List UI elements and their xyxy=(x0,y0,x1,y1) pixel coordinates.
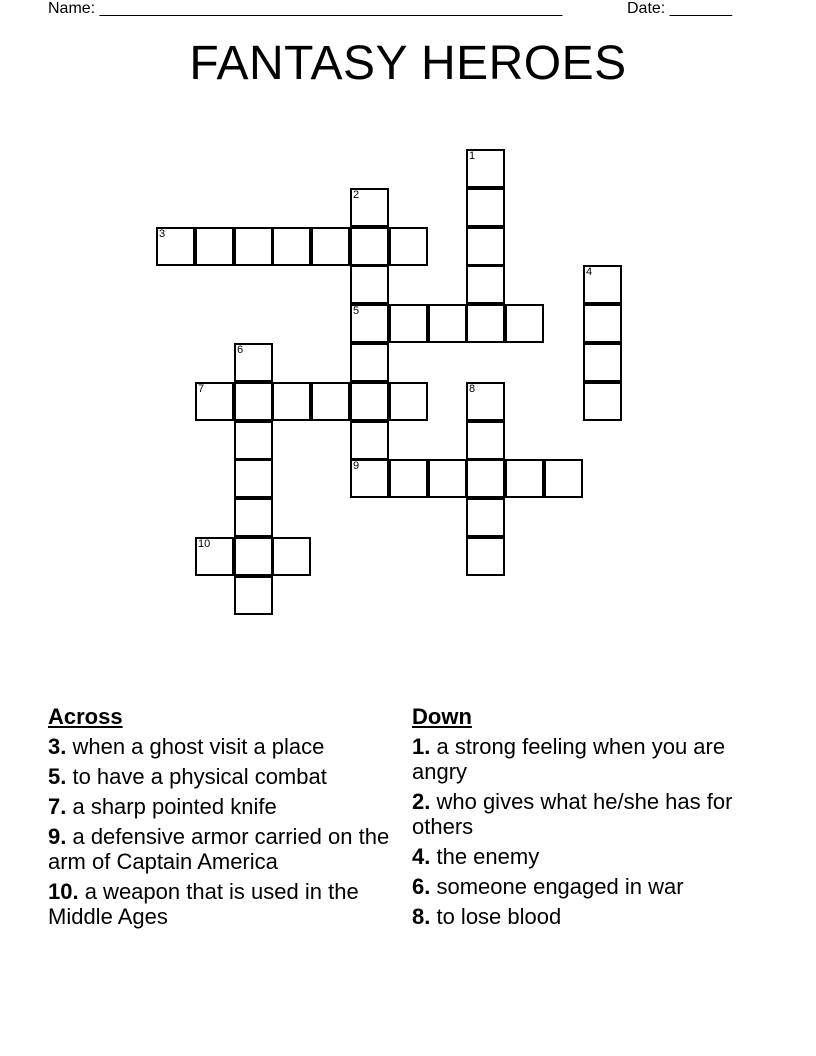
across-clue xyxy=(48,879,398,929)
clue-number: 10. xyxy=(48,879,79,904)
down-clue xyxy=(412,789,752,839)
grid-cell[interactable] xyxy=(350,227,389,266)
grid-cell[interactable] xyxy=(466,459,505,498)
cell-number: 9 xyxy=(353,460,360,472)
grid-cell[interactable] xyxy=(466,304,505,343)
clue-number: 5. xyxy=(48,764,67,789)
grid-cell[interactable] xyxy=(234,382,273,421)
grid-cell[interactable] xyxy=(466,265,505,304)
grid-cell[interactable] xyxy=(234,421,273,460)
grid-cell[interactable] xyxy=(350,265,389,304)
grid-cell[interactable] xyxy=(389,227,428,266)
down-clue xyxy=(412,904,752,929)
clue-text: the enemy xyxy=(430,844,540,869)
clue-text: someone engaged in war xyxy=(430,874,684,899)
cell-number: 7 xyxy=(198,383,205,395)
grid-cell[interactable] xyxy=(466,188,505,227)
grid-cell[interactable] xyxy=(272,537,311,576)
across-clue xyxy=(48,824,398,874)
down-clue xyxy=(412,844,752,869)
grid-cell[interactable] xyxy=(195,382,234,421)
grid-cell[interactable] xyxy=(350,343,389,382)
grid-cell[interactable] xyxy=(466,149,505,188)
cell-number: 3 xyxy=(159,228,166,240)
clue-number: 4. xyxy=(412,844,431,869)
name-line[interactable]: Name: ____________________________________________________ xyxy=(48,0,563,17)
across-clues xyxy=(48,704,398,934)
grid-cell[interactable] xyxy=(505,304,544,343)
across-clue xyxy=(48,794,398,819)
clue-text: to lose blood xyxy=(430,904,562,929)
grid-cell[interactable] xyxy=(544,459,583,498)
grid-cell[interactable] xyxy=(466,227,505,266)
clue-number: 8. xyxy=(412,904,431,929)
clue-number: 7. xyxy=(48,794,67,819)
grid-cell[interactable] xyxy=(583,304,622,343)
down-heading: Down xyxy=(412,704,472,729)
grid-cell[interactable] xyxy=(234,537,273,576)
clue-text: a strong feeling when you are angry xyxy=(412,734,726,784)
grid-cell[interactable] xyxy=(311,227,350,266)
down-clue xyxy=(412,874,752,899)
puzzle-title: FANTASY HEROES xyxy=(189,37,627,90)
across-clue xyxy=(48,734,398,759)
cell-number: 10 xyxy=(198,538,211,550)
grid-cell[interactable] xyxy=(195,537,234,576)
clue-number: 3. xyxy=(48,734,67,759)
grid-cell[interactable] xyxy=(583,343,622,382)
grid-cell[interactable] xyxy=(234,227,273,266)
grid-cell[interactable] xyxy=(234,459,273,498)
grid-cell[interactable] xyxy=(272,382,311,421)
grid-cell[interactable] xyxy=(466,537,505,576)
clue-text: a weapon that is used in the Middle Ages xyxy=(48,879,359,929)
grid-cell[interactable] xyxy=(583,382,622,421)
grid-cell[interactable] xyxy=(428,459,467,498)
clue-text: to have a physical combat xyxy=(66,764,327,789)
grid-cell[interactable] xyxy=(234,576,273,615)
grid-cell[interactable] xyxy=(466,382,505,421)
grid-cell[interactable] xyxy=(350,382,389,421)
grid-cell[interactable] xyxy=(350,304,389,343)
cell-number: 8 xyxy=(469,383,476,395)
grid-cell[interactable] xyxy=(156,227,195,266)
cell-number: 6 xyxy=(237,344,244,356)
cell-number: 1 xyxy=(469,150,476,162)
grid-cell[interactable] xyxy=(428,304,467,343)
clue-number: 1. xyxy=(412,734,431,759)
clue-number: 9. xyxy=(48,824,67,849)
grid-cell[interactable] xyxy=(466,498,505,537)
grid-cell[interactable] xyxy=(583,265,622,304)
clue-text: when a ghost visit a place xyxy=(66,734,325,759)
grid-cell[interactable] xyxy=(272,227,311,266)
grid-cell[interactable] xyxy=(234,343,273,382)
grid-cell[interactable] xyxy=(466,421,505,460)
down-clue xyxy=(412,734,752,784)
across-heading: Across xyxy=(48,704,123,729)
date-line[interactable]: Date: _______ xyxy=(627,0,732,17)
clue-text: a defensive armor carried on the arm of Captain America xyxy=(48,824,390,874)
grid-cell[interactable] xyxy=(350,459,389,498)
grid-cell[interactable] xyxy=(389,382,428,421)
down-clues xyxy=(412,704,752,934)
clue-text: a sharp pointed knife xyxy=(66,794,277,819)
grid-cell[interactable] xyxy=(389,304,428,343)
cell-number: 5 xyxy=(353,305,360,317)
grid-cell[interactable] xyxy=(234,498,273,537)
grid-cell[interactable] xyxy=(195,227,234,266)
clue-number: 6. xyxy=(412,874,431,899)
grid-cell[interactable] xyxy=(311,382,350,421)
grid-cell[interactable] xyxy=(389,459,428,498)
clue-number: 2. xyxy=(412,789,431,814)
clue-text: who gives what he/she has for others xyxy=(412,789,733,839)
grid-cell[interactable] xyxy=(350,421,389,460)
across-clue xyxy=(48,764,398,789)
grid-cell[interactable] xyxy=(350,188,389,227)
cell-number: 4 xyxy=(586,266,593,278)
grid-cell[interactable] xyxy=(505,459,544,498)
cell-number: 2 xyxy=(353,189,360,201)
